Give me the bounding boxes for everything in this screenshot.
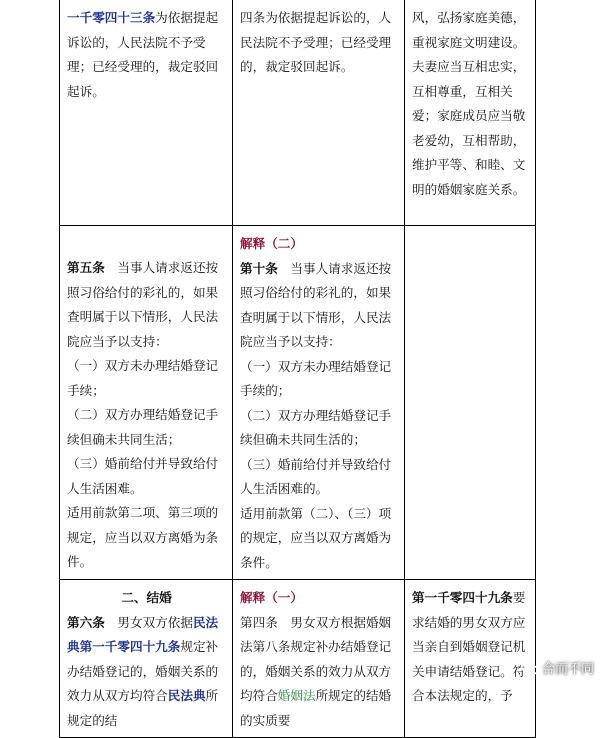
list-item: （三）婚前给付并导致给付人生活困难。	[67, 456, 219, 496]
law-comparison-table	[59, 0, 536, 738]
law-reference: 婚姻法	[277, 688, 316, 703]
table-cell	[60, 0, 233, 226]
cell-text: 所规定的结	[67, 688, 219, 728]
list-item: （一）双方未办理结婚登记手续；	[67, 358, 219, 398]
table-cell	[405, 580, 536, 738]
code-reference: 民法典	[167, 688, 206, 703]
article-number: 第五条	[67, 260, 105, 275]
cell-text: 男女双方依据	[104, 614, 193, 630]
table-cell	[405, 0, 536, 226]
table-row	[60, 580, 536, 738]
cell-text: 规定补办结婚登记的，婚姻关系的效力从双方均符合	[67, 639, 219, 703]
wechat-icon	[521, 660, 539, 676]
article-number: 第十条	[240, 260, 278, 276]
cell-text: 四条为依据提起诉讼的，人民法院不予受理；已经受理的，裁定驳回起诉。	[240, 10, 392, 74]
list-item: （三）婚前给付并导致给付人生活困难的。	[240, 456, 392, 496]
cell-text: 风，弘扬家庭美德，重视家庭文明建设。	[412, 10, 526, 50]
cell-text: 第四条 男女双方根据婚姻法第八条规定补办结婚登记的，婚姻关系的效力从双方均符合	[240, 614, 392, 703]
cell-text: 适用前款第（二）、（三）项的规定，应当以双方离婚为条件。	[240, 505, 392, 570]
article-reference: 一千零四十三条	[67, 10, 156, 25]
table-cell	[233, 580, 405, 738]
article-number: 第六条	[67, 614, 105, 630]
interpretation-heading: 解释（二）	[240, 236, 303, 251]
cell-text: 要求结婚的男女双方应当亲自到婚姻登记机关申请结婚登记。符合本法规定的，予	[412, 590, 526, 703]
cell-text: 当事人请求返还按照习俗给付的彩礼的，如果查明属于以下情形，人民法院应当予以支持：	[67, 260, 219, 349]
article-number: 第一千零四十九条	[412, 590, 513, 605]
interpretation-heading: 解释（一）	[240, 590, 303, 605]
list-item: （二）双方办理结婚登记手续但确未共同生活的；	[240, 407, 392, 447]
table-cell	[233, 226, 405, 580]
table-row	[60, 226, 536, 580]
table-cell	[60, 580, 233, 738]
table-cell	[60, 226, 233, 580]
cell-text: 夫妻应当互相忠实，互相尊重，互相关爱；家庭成员应当敬老爱幼，互相帮助，维护平等、和睦、文明的婚姻家庭关系。	[412, 59, 526, 197]
cell-text: 适用前款第二项、第三项的规定，应当以双方离婚为条件。	[67, 505, 219, 569]
section-title: 二、结婚	[121, 590, 172, 605]
code-reference: 民法典	[67, 614, 219, 654]
article-reference: 第一千零四十九条	[79, 639, 181, 654]
watermark	[521, 658, 594, 677]
table-row	[60, 0, 536, 226]
list-item: （二）双方办理结婚登记手续但确未共同生活；	[67, 407, 219, 447]
table-cell	[233, 0, 405, 226]
table-cell	[405, 226, 536, 580]
list-item: （一）双方未办理结婚登记手续的；	[240, 358, 392, 398]
cell-text: 当事人请求返还按照习俗给付的彩礼的，如果查明属于以下情形，人民法院应当予以支持：	[240, 260, 392, 349]
watermark-text: 合而不同	[541, 662, 594, 677]
cell-text: 为依据提起诉讼的，人民法院不予受理；已经受理的，裁定驳回起诉。	[67, 10, 219, 99]
cell-text: 所规定的结婚的实质要	[240, 688, 392, 728]
